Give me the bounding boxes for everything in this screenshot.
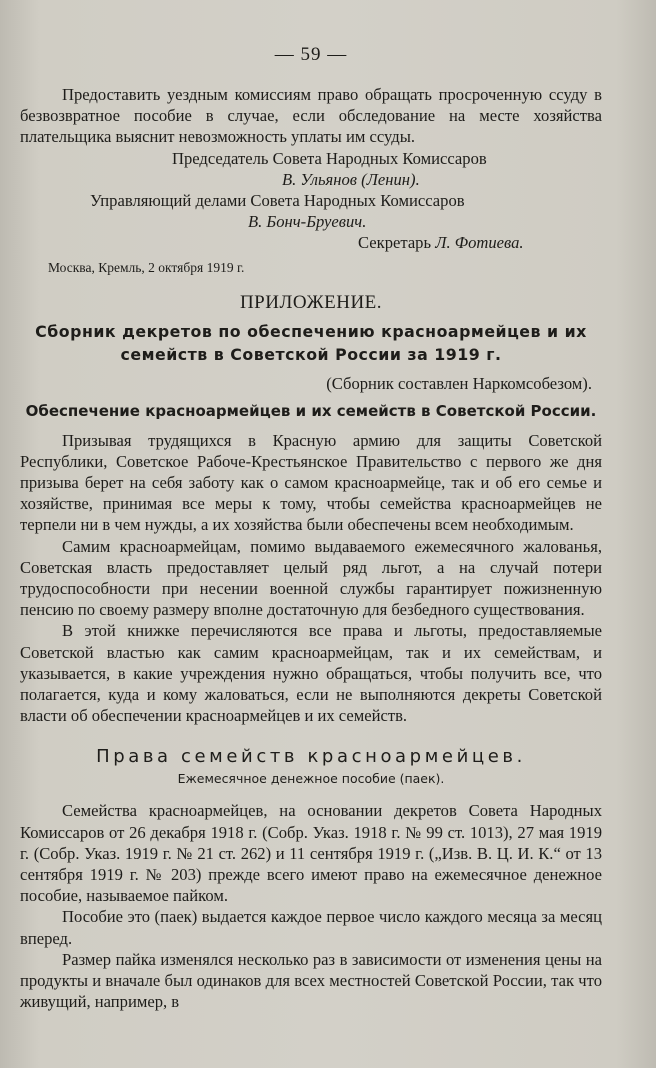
page-content	[20, 44, 602, 1013]
chairman-name: В. Ульянов (Ленин).	[282, 169, 420, 189]
rights-paragraph: Пособие это (паек) выдается каждое первое число каждого месяца за месяц вперед.	[20, 907, 602, 948]
page-number: — 59 —	[274, 44, 348, 65]
secretary-name: Л. Фотиева.	[435, 233, 524, 253]
section-title: Обеспечение красноармейцев и их семейств в Советской России.	[25, 401, 597, 420]
section-paragraph: Призывая трудящихся в Красную армию для защиты Советской Республики, Советское Рабоче-Крестьянское Правительство с первого же дня призыва берет на себя заботу как о самом красноармейце, так и об его семье и хозяйстве, принимая все меры к тому, чтобы семейства красноармейцев не терпели ни в чем нужды, а их хозяйства были обеспечены всем необходимым.	[20, 430, 602, 535]
collection-title: Сборник декретов по обеспечению красноармейцев и их семейств в Советской России за 1919 г.	[35, 321, 587, 364]
section-paragraph: Самим красноармейцам, помимо выдаваемого ежемесячного жалованья, Советская власть предоставляет целый ряд льгот, а на случай потери трудоспособности при несении военной службы гарантирует пожизненную пенсию по своему размеру вполне достаточную для безбедного существования.	[20, 536, 602, 620]
appendix-title: ПРИЛОЖЕНИЕ.	[239, 291, 383, 313]
signature-block	[20, 148, 602, 254]
place-date: Москва, Кремль, 2 октября 1919 г.	[48, 259, 245, 275]
rights-title: Права семейств красноармейцев.	[96, 746, 526, 768]
secretary-line	[20, 232, 602, 253]
intro-paragraph: Предоставить уездным комиссиям право обращать просроченную ссуду в безвозвратное пособие в случае, если обследование на месте хозяйства плательщика выяснит невозможность уплаты им ссуды.	[20, 85, 602, 147]
chairman-role: Председатель Совета Народных Комиссаров	[172, 148, 487, 168]
compiled-by: (Сборник составлен Наркомсобезом).	[326, 373, 592, 393]
manager-role: Управляющий делами Совета Народных Комиссаров	[90, 191, 465, 211]
rights-paragraph: Размер пайка изменялся несколько раз в зависимости от изменения цены на продукты и вначале был одинаков для всех местностей Советской России, так что живущий, например, в	[20, 949, 602, 1012]
rights-paragraph: Семейства красноармейцев, на основании декретов Совета Народных Комиссаров от 26 декабря 1918 г. (Собр. Указ. 1918 г. № 99 ст. 1013), 27 мая 1919 г. (Собр. Указ. 1919 г. № 21 ст. 262) и 11 сентября 1919 г. („Изв. В. Ц. И. К.“ от 13 сентября 1919 г. № 203) прежде всего имеют право на ежемесячное денежное пособие, называемое пайком.	[20, 801, 602, 906]
manager-name: В. Бонч-Бруевич.	[248, 212, 367, 232]
secretary-role: Секретарь	[358, 233, 432, 253]
section-paragraph: В этой книжке перечисляются все права и льготы, предоставляемые Советской властью как самим красноармейцам, так и их семействам, и указывается, в какие учреждения нужно обращаться, чтобы получить все, что полагается, куда и кому жаловаться, если не выполняются декреты Советской власти об обеспечении красноармейцев и их семейств.	[20, 621, 602, 726]
rights-subtitle: Ежемесячное денежное пособие (паек).	[177, 771, 445, 787]
